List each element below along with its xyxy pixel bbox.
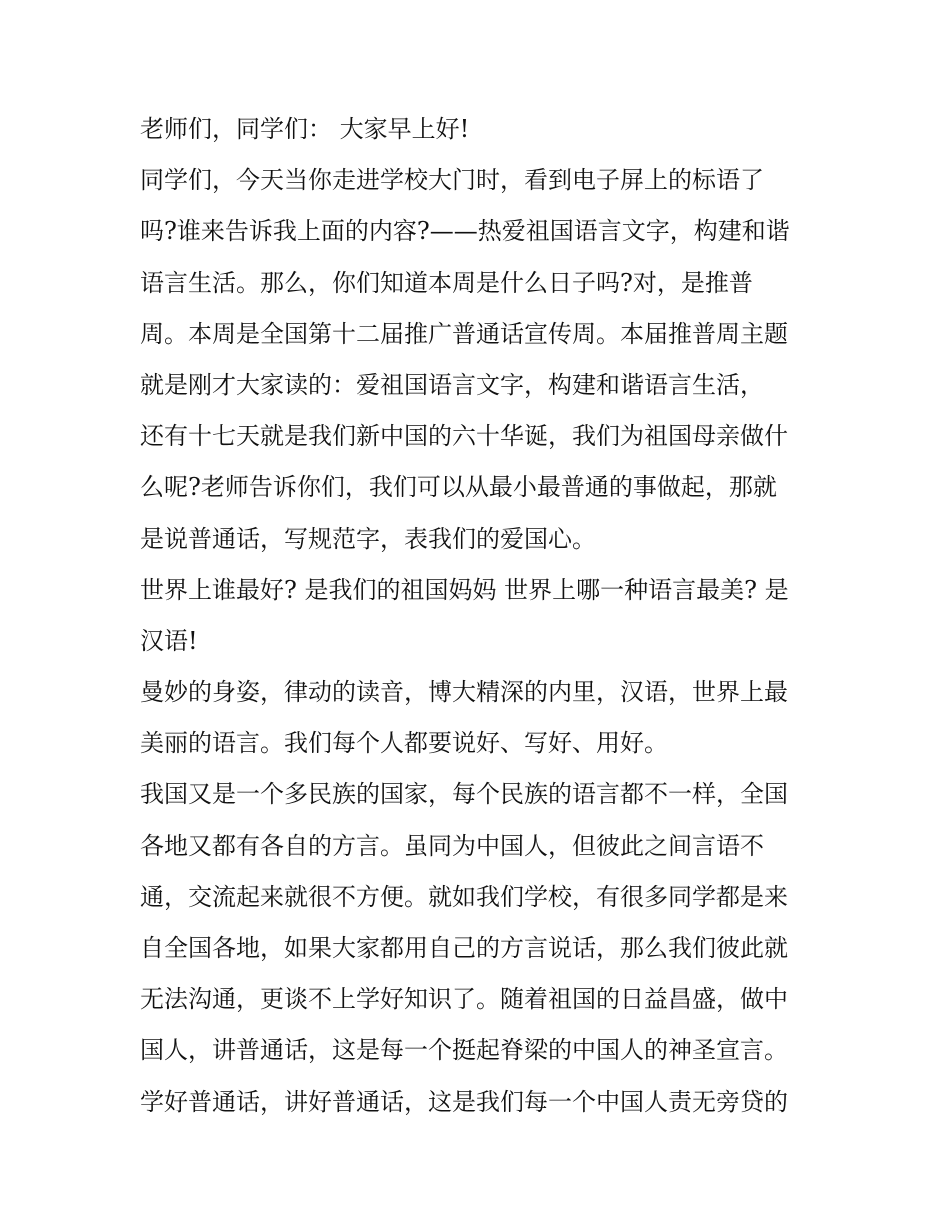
- text-line-19: 国人，讲普通话，这是每一个挺起脊梁的中国人的神圣宣言。: [140, 1036, 788, 1065]
- text-line-5: 周。本周是全国第十二届推广普通话宣传周。本届推普周主题: [140, 319, 788, 348]
- text-line-18: 无法沟通，更谈不上学好知识了。随着祖国的日益昌盛，做中: [140, 985, 788, 1014]
- text-line-12: 曼妙的身姿，律动的读音，博大精深的内里，汉语，世界上最: [140, 678, 788, 707]
- text-line-9: 是说普通话，写规范字，表我们的爱国心。: [140, 524, 596, 553]
- text-line-13: 美丽的语言。我们每个人都要说好、写好、用好。: [140, 729, 668, 758]
- text-line-14: 我国又是一个多民族的国家，每个民族的语言都不一样，全国: [140, 780, 788, 809]
- text-line-7: 还有十七天就是我们新中国的六十华诞，我们为祖国母亲做什: [140, 422, 788, 451]
- speech-text: [140, 104, 820, 1128]
- text-line-17: 自全国各地，如果大家都用自己的方言说话，那么我们彼此就: [140, 934, 788, 962]
- text-line-4: 语言生活。那么，你们知道本周是什么日子吗?对，是推普: [140, 268, 753, 297]
- text-line-20: 学好普通话，讲好普通话，这是我们每一个中国人责无旁贷的: [140, 1087, 788, 1116]
- text-line-15: 各地又都有各自的方言。虽同为中国人，但彼此之间言语不: [140, 831, 764, 860]
- text-line-11: 汉语!: [140, 626, 198, 655]
- text-line-3: 吗?谁来告诉我上面的内容?——热爱祖国语言文字，构建和谐: [140, 217, 790, 246]
- text-line-2: 同学们，今天当你走进学校大门时，看到电子屏上的标语了: [140, 166, 764, 195]
- text-line-8: 么呢?老师告诉你们，我们可以从最小最普通的事做起，那就: [140, 473, 777, 502]
- text-line-10: 世界上谁最好? 是我们的祖国妈妈 世界上哪一种语言最美? 是: [140, 575, 789, 604]
- text-line-16: 通，交流起来就很不方便。就如我们学校，有很多同学都是来: [140, 882, 788, 911]
- text-line-6: 就是刚才大家读的：爱祖国语言文字，构建和谐语言生活，: [140, 370, 764, 399]
- text-line-1: 老师们，同学们： 大家早上好!: [140, 115, 470, 143]
